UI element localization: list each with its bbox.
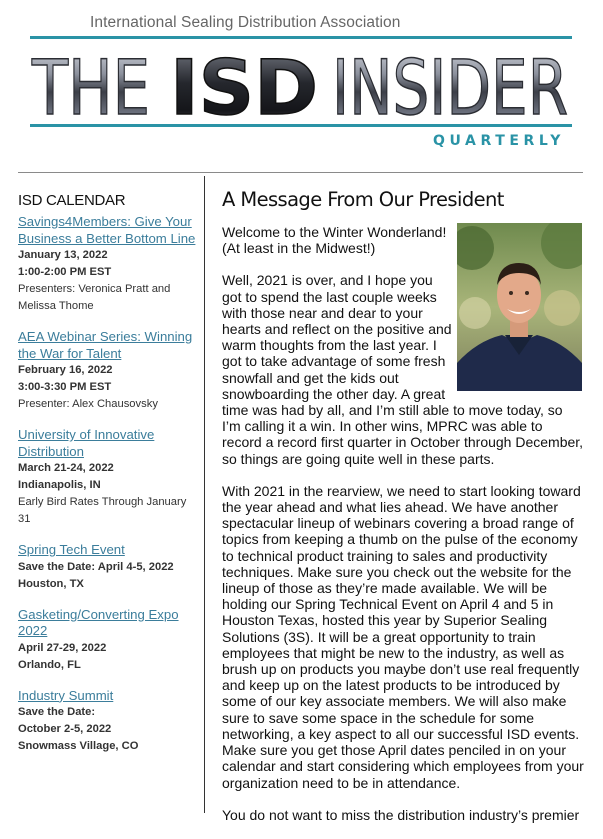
- calendar-events: [18, 214, 198, 755]
- event-detail: Houston, TX: [18, 577, 84, 590]
- calendar-event: [18, 214, 198, 315]
- masthead-insider: INSIDER: [332, 43, 568, 122]
- calendar-event: [18, 542, 198, 593]
- event-detail: January 13, 2022: [18, 249, 108, 261]
- event-detail: 1:00-2:00 PM EST: [18, 266, 112, 278]
- event-link[interactable]: AEA Webinar Series: Winning the War for Talent: [18, 329, 193, 361]
- masthead-isd: ISD: [170, 43, 318, 122]
- event-detail: Save the Date:: [18, 706, 96, 718]
- event-detail: Presenters: Veronica Pratt and Melissa Thome: [18, 283, 171, 312]
- event-detail: October 2-5, 2022: [18, 723, 112, 735]
- header-bottom-rule: [30, 124, 572, 127]
- isd-calendar: [18, 192, 198, 769]
- article-paragraph: With 2021 in the rearview, we need to start looking toward the year ahead and what lies ahead. We have another spectacular lineup of webinars covering a broad range of topics from keeping a thumb on the pulse of the economy to technical product training to sales and productivity techniques. Make sure you check out the website for the lineup of those as they’re made available. We will be holding our Spring Technical Event on April 4 and 5 in Houston Texas, hosted this year by Superior Sealing Solutions (3S). It will be a great opportunity to train employees that might be new to the industry, as well as brush up on products you maybe don’t use real frequently and keep up on the latest products to be introduced by some of our key associate members. We will also make sure to save some space in the schedule for some networking, a key aspect to all our successful ISD events. Make sure you get those April dates penciled in on your calendar and start considering which employees from your organization need to be in attendance.: [222, 482, 584, 791]
- event-link[interactable]: University of Innovative Distribution: [18, 427, 155, 459]
- masthead-the: THE: [31, 43, 150, 122]
- article-paragraph: You do not want to miss the distribution industry’s premier: [222, 806, 580, 823]
- column-divider: [204, 176, 205, 813]
- calendar-title: ISD CALENDAR: [18, 192, 126, 209]
- event-detail: Save the Date: April 4-5, 2022: [18, 560, 174, 573]
- calendar-event: [18, 427, 198, 528]
- president-photo: [457, 223, 582, 391]
- intro-paragraph: Welcome to the Winter Wonderland! (At least in the Midwest!): [222, 224, 447, 257]
- event-detail: Early Bird Rates Through January 31: [18, 496, 187, 525]
- event-detail: Snowmass Village, CO: [18, 740, 139, 752]
- calendar-event: [18, 688, 198, 756]
- president-message: [222, 188, 584, 839]
- calendar-event: [18, 607, 198, 674]
- event-detail: March 21-24, 2022: [18, 462, 114, 474]
- event-link[interactable]: Industry Summit: [18, 687, 114, 703]
- event-detail: Indianapolis, IN: [18, 479, 101, 491]
- newsletter-header: [0, 0, 603, 160]
- event-detail: February 16, 2022: [18, 364, 113, 376]
- article-paragraph: Well, 2021 is over, and I hope you got to spend the last couple weeks with those near and dear to your hearts and reflect on the positive and warm thoughts from the last year. I got to take advantage of some fresh snowfall and get the kids out snowboarding the other day. A great time was had by all, and I’m still able to move today, so I’m calling it a win. In other wins, MPRC was able to record a record first quarter in October through December, so things are going quite well in these parts.: [222, 272, 584, 467]
- header-top-rule: [30, 36, 572, 39]
- event-detail: Presenter: Alex Chausovsky: [18, 398, 158, 410]
- masthead-logo: [28, 42, 574, 122]
- event-link[interactable]: Gasketing/Converting Expo 2022: [18, 606, 179, 638]
- event-link[interactable]: Spring Tech Event: [18, 542, 125, 557]
- event-link[interactable]: Savings4Members: Give Your Business a Better Bottom Line: [18, 214, 196, 246]
- quarterly-label: QUARTERLY: [433, 133, 565, 149]
- calendar-event: [18, 329, 198, 413]
- event-detail: 3:00-3:30 PM EST: [18, 381, 112, 393]
- article-heading: A Message From Our President: [222, 188, 504, 211]
- association-name: International Sealing Distribution Association: [90, 14, 401, 31]
- event-detail: April 27-29, 2022: [18, 641, 107, 654]
- event-detail: Orlando, FL: [18, 658, 81, 671]
- header-separator: [18, 172, 583, 173]
